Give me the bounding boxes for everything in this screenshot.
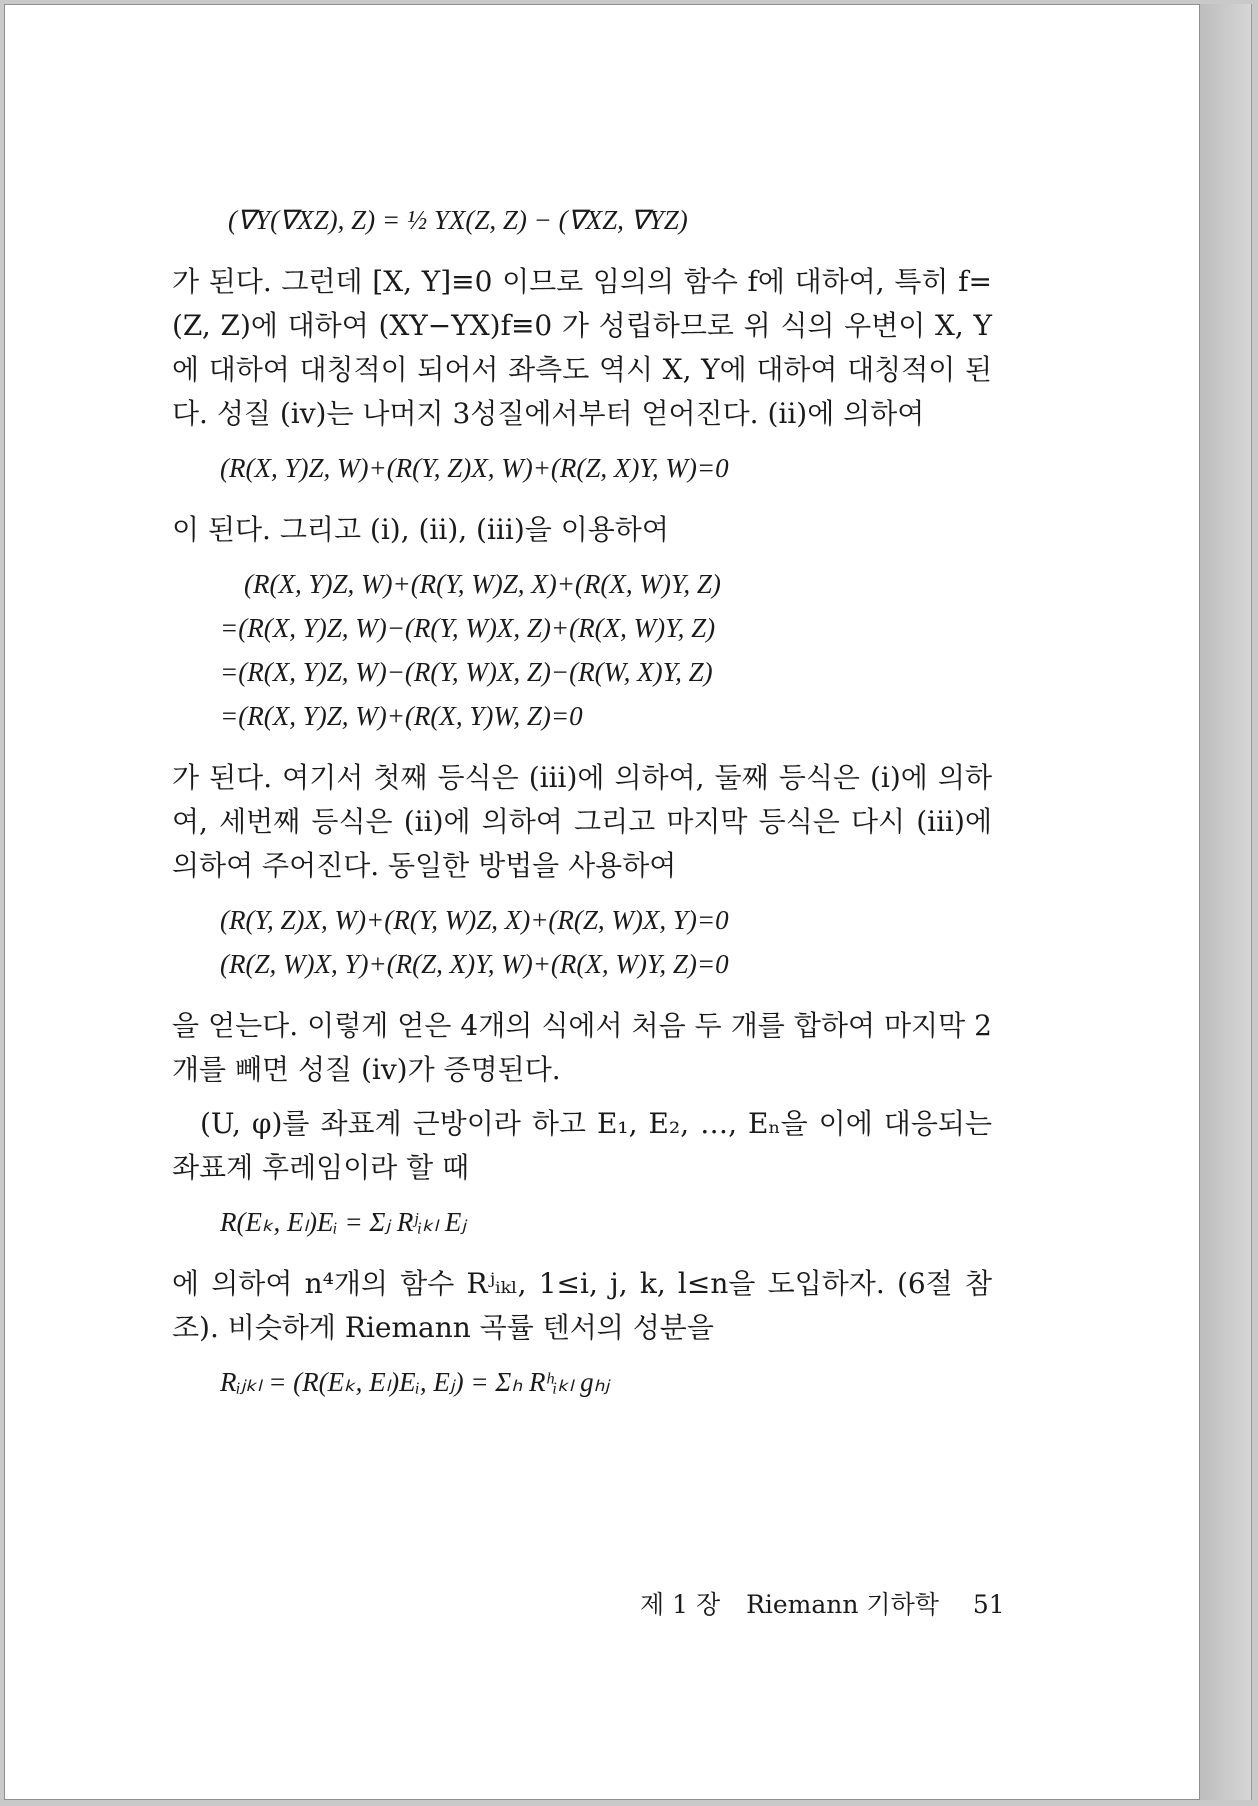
- footer-title: Riemann 기하학: [746, 1590, 939, 1619]
- paragraph-5: (U, φ)를 좌표계 근방이라 하고 E₁, E₂, …, Eₙ을 이에 대응되는 좌표계 후레임이라 할 때: [172, 1107, 992, 1184]
- paragraph-2: 이 된다. 그리고 (i), (ii), (iii)을 이용하여: [172, 513, 669, 546]
- equation-3-line: =(R(X, Y)Z, W)−(R(Y, W)X, Z)−(R(W, X)Y, Z): [220, 657, 713, 687]
- equation-4-line: (R(Y, Z)X, W)+(R(Y, W)Z, X)+(R(Z, W)X, Y)=0: [220, 905, 729, 935]
- equation-3-line: =(R(X, Y)Z, W)+(R(X, Y)W, Z)=0: [220, 701, 583, 731]
- page-content: [172, 190, 992, 1422]
- paragraph-1: 가 된다. 그런데 [X, Y]≡0 이므로 임의의 함수 f에 대하여, 특히 f=(Z, Z)에 대하여 (XY−YX)f≡0 가 성립하므로 위 식의 우변이 X, Y에 대하여 대칭적이 되어서 좌측도 역시 X, Y에 대하여 대칭적이 된다. 성질 (iv)는 나머지 3성질에서부터 얻어진다. (ii)에 의하여: [172, 265, 992, 430]
- equation-3-block: [172, 562, 992, 738]
- equation-3-line: (R(X, Y)Z, W)+(R(Y, W)Z, X)+(R(X, W)Y, Z): [244, 569, 721, 599]
- equation-6: Rᵢⱼₖₗ = (R(Eₖ, Eₗ)Eᵢ, Eⱼ) = Σₕ Rʰᵢₖₗ gₕⱼ: [220, 1367, 610, 1397]
- footer-chapter: 제 1 장: [640, 1590, 721, 1619]
- equation-1: (∇Y(∇XZ), Z) = ½ YX(Z, Z) − (∇XZ, ∇YZ): [228, 205, 688, 235]
- equation-4-block: [172, 898, 992, 986]
- paragraph-6: 에 의하여 n⁴개의 함수 Rʲᵢₖₗ, 1≤i, j, k, l≤n을 도입하자. (6절 참조). 비슷하게 Riemann 곡률 텐서의 성분을: [172, 1267, 992, 1344]
- page-footer: [640, 1585, 1023, 1621]
- page-number: 51: [972, 1590, 1005, 1619]
- page-edge: [1200, 4, 1252, 1800]
- paragraph-4: 을 얻는다. 이렇게 얻은 4개의 식에서 처음 두 개를 합하여 마지막 2개를 빼면 성질 (iv)가 증명된다.: [172, 1009, 992, 1086]
- equation-5: R(Eₖ, Eₗ)Eᵢ = Σⱼ Rʲᵢₖₗ Eⱼ: [220, 1207, 467, 1237]
- equation-2: (R(X, Y)Z, W)+(R(Y, Z)X, W)+(R(Z, X)Y, W)=0: [220, 453, 729, 483]
- equation-4-line: (R(Z, W)X, Y)+(R(Z, X)Y, W)+(R(X, W)Y, Z)=0: [220, 949, 729, 979]
- paragraph-3: 가 된다. 여기서 첫째 등식은 (iii)에 의하여, 둘째 등식은 (i)에 의하여, 세번째 등식은 (ii)에 의하여 그리고 마지막 등식은 다시 (iii)에 의하여 주어진다. 동일한 방법을 사용하여: [172, 761, 992, 882]
- equation-3-line: =(R(X, Y)Z, W)−(R(Y, W)X, Z)+(R(X, W)Y, Z): [220, 613, 716, 643]
